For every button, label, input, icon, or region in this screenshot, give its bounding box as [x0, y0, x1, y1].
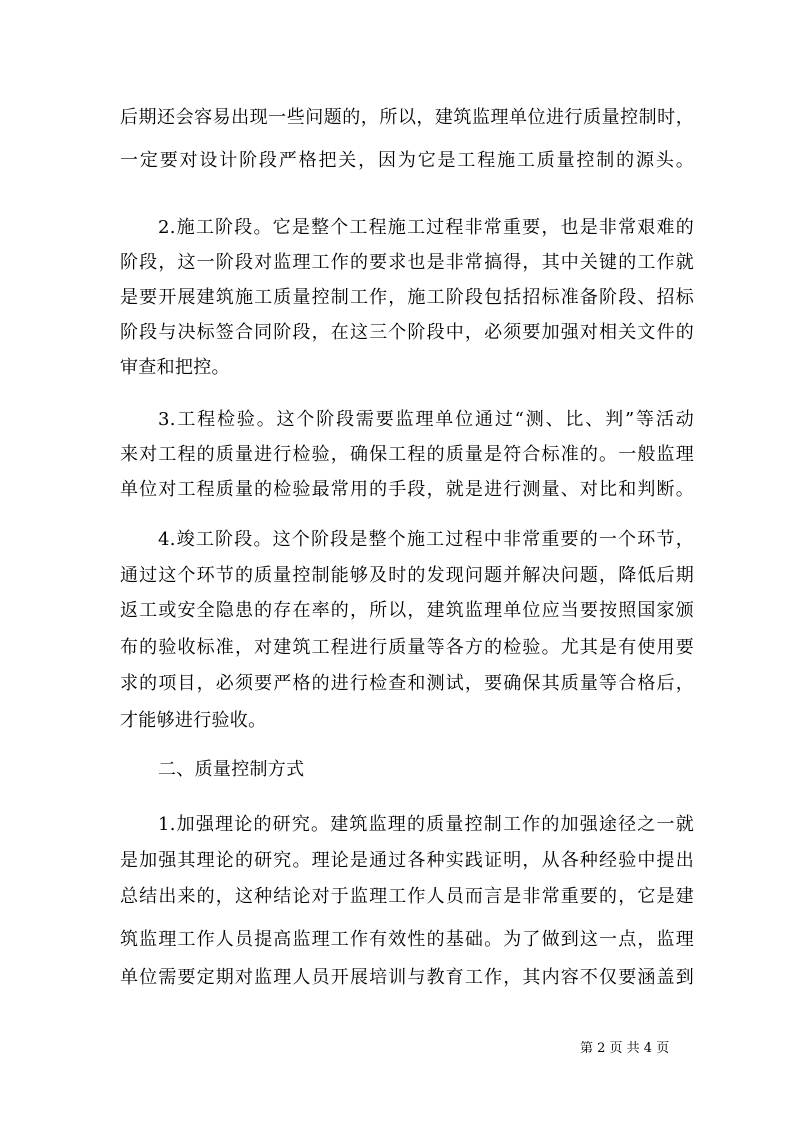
- text-line: 才能够进行验收。: [120, 710, 267, 731]
- text-line: 通过这个环节的质量控制能够及时的发现问题并解决问题，降低后期: [120, 565, 694, 586]
- text-line: 求的项目，必须要严格的进行检查和测试，要确保其质量等合格后，: [120, 673, 694, 694]
- text-line: 审查和把控。: [120, 357, 230, 378]
- text-line: 一定要对设计阶段严格把关，因为它是工程施工质量控制的源头。: [120, 150, 694, 171]
- text-line: 返工或安全隐患的存在率的，所以，建筑监理单位应当要按照国家颁: [120, 600, 694, 621]
- text-line: 阶段，这一阶段对监理工作的要求也是非常搞得，其中关键的工作就: [120, 252, 694, 273]
- text-line: 阶段与决标签合同阶段，在这三个阶段中，必须要加强对相关文件的: [120, 322, 694, 343]
- text-line: 1.加强理论的研究。建筑监理的质量控制工作的加强途径之一就: [158, 814, 694, 835]
- text-line: 2.施工阶段。它是整个工程施工过程非常重要，也是非常艰难的: [158, 217, 694, 238]
- text-line: 筑监理工作人员提高监理工作有效性的基础。为了做到这一点，监理: [120, 929, 694, 950]
- text-line: 单位对工程质量的检验最常用的手段，就是进行测量、对比和判断。: [120, 479, 694, 500]
- text-line: 3.工程检验。这个阶段需要监理单位通过“测、比、判”等活动: [158, 409, 694, 430]
- text-line: 总结出来的，这种结论对于监理工作人员而言是非常重要的，它是建: [120, 886, 694, 907]
- text-line: 后期还会容易出现一些问题的，所以，建筑监理单位进行质量控制时，: [120, 107, 694, 128]
- text-line: 4.竣工阶段。这个阶段是整个施工过程中非常重要的一个环节，: [158, 529, 694, 550]
- section-heading: 二、质量控制方式: [158, 759, 305, 780]
- text-line: 布的验收标准，对建筑工程进行质量等各方的检验。尤其是有使用要: [120, 637, 694, 658]
- text-line: 单位需要定期对监理人员开展培训与教育工作，其内容不仅要涵盖到: [120, 967, 694, 988]
- page-number: 第 2 页 共 4 页: [580, 1041, 670, 1056]
- text-line: 是要开展建筑施工质量控制工作，施工阶段包括招标准备阶段、招标: [120, 287, 694, 308]
- text-line: 是加强其理论的研究。理论是通过各种实践证明，从各种经验中提出: [120, 850, 694, 871]
- text-line: 来对工程的质量进行检验，确保工程的质量是符合标准的。一般监理: [120, 444, 694, 465]
